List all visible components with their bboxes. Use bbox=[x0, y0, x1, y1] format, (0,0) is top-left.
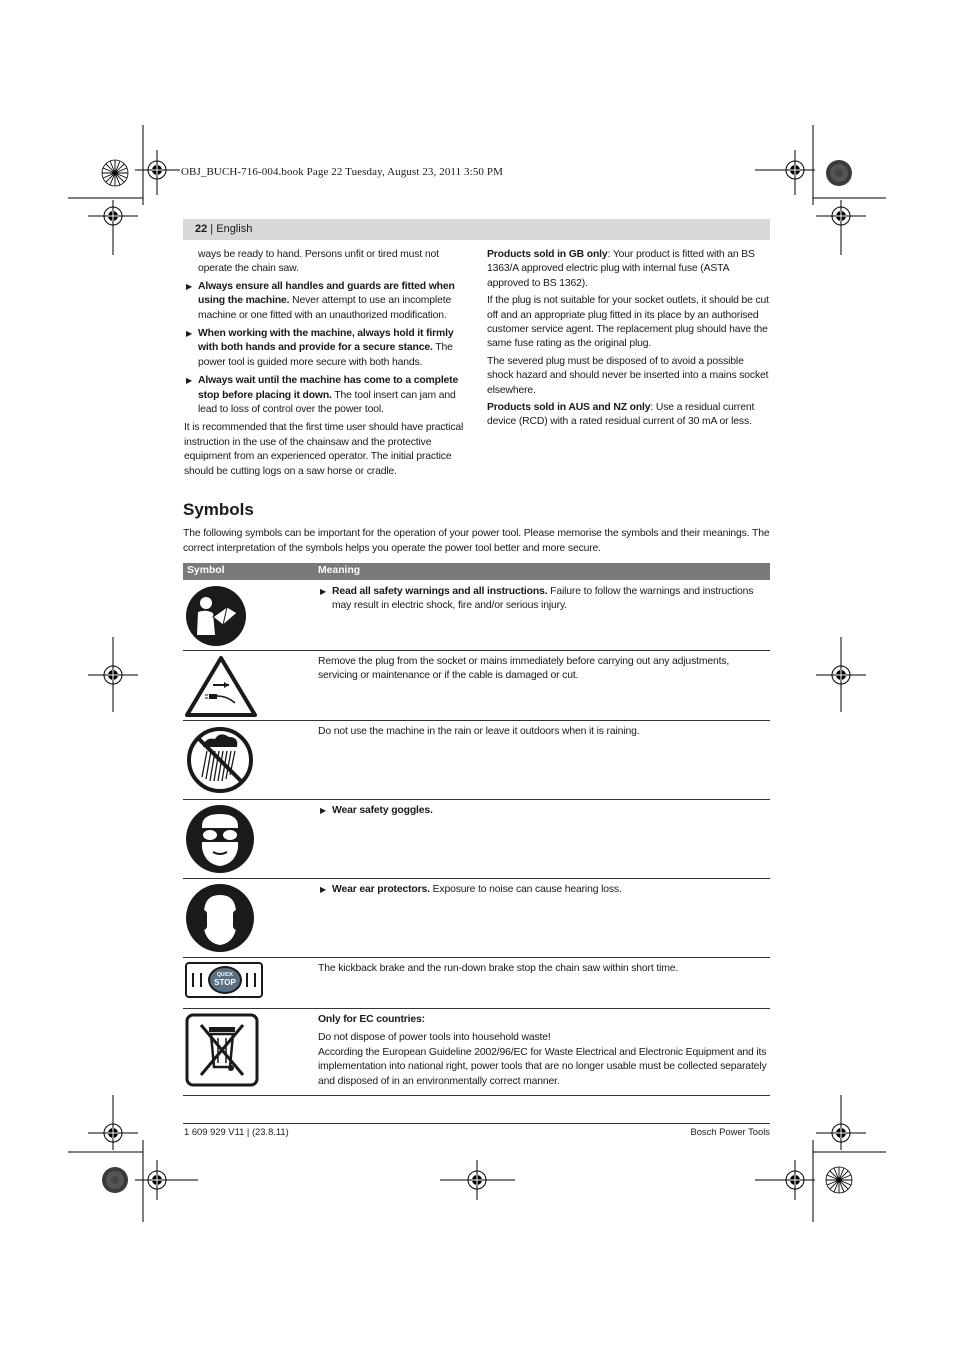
quick-label: QUICK bbox=[216, 972, 234, 978]
print-header: OBJ_BUCH-716-004.book Page 22 Tuesday, August 23, 2011 3:50 PM bbox=[181, 166, 503, 178]
aus-paragraph bbox=[487, 401, 771, 430]
row-meaning bbox=[318, 655, 770, 684]
table-row bbox=[183, 800, 770, 879]
meaning-bold: Read all safety warnings and all instructions. bbox=[332, 586, 548, 597]
bullet-triangle-icon: ▶ bbox=[320, 587, 327, 596]
bullet-triangle-icon: ▶ bbox=[320, 885, 327, 894]
aus-text: : Use a residual current device (RCD) with a rated residual current of 30 mA or less. bbox=[487, 402, 755, 428]
bullet-triangle-icon: ▶ bbox=[186, 329, 193, 339]
left-column bbox=[184, 248, 468, 482]
plug-paragraph: If the plug is not suitable for your socket outlets, it should be cut off and an appropriate plug fitted in its place by an authorised customer service agent. The replacement plug should have the same fuse rating as the original plug. bbox=[487, 295, 769, 350]
gb-paragraph bbox=[487, 248, 771, 291]
meaning-text: Failure to follow the warnings and instructions may result in electric shock, fire and/or serious injury. bbox=[332, 586, 754, 612]
continuation-text: ways be ready to hand. Persons unfit or tired must not operate the chain saw. bbox=[198, 249, 439, 275]
meaning-bullet bbox=[318, 585, 770, 614]
col-symbol-header: Symbol bbox=[187, 565, 225, 576]
unplug-warning-icon bbox=[185, 655, 257, 717]
read-manual-icon bbox=[185, 585, 247, 647]
page-number: 22 bbox=[195, 223, 208, 235]
bullet-triangle-icon: ▶ bbox=[320, 806, 327, 815]
bullet-item bbox=[184, 374, 468, 417]
meaning-bullet bbox=[318, 804, 770, 818]
table-header bbox=[183, 563, 770, 580]
severed-paragraph: The severed plug must be disposed of to avoid a possible shock hazard and should never be inserted into a mains socket elsewhere. bbox=[487, 355, 769, 396]
safety-goggles-icon bbox=[185, 804, 255, 874]
bullet-bold: Always ensure all handles and guards are fitted when using the machine. bbox=[198, 280, 455, 307]
symbols-intro: The following symbols can be important for the operation of your power tool. Please memorise the symbols and their meanings. The correct interpretation of the symbols helps you operate the power tool better and more secure. bbox=[183, 528, 770, 554]
table-row bbox=[183, 879, 770, 958]
bullet-text: The tool insert can jam and lead to loss of control over the power tool. bbox=[198, 389, 456, 416]
symbols-heading: Symbols bbox=[183, 500, 254, 519]
row-meaning bbox=[318, 962, 770, 976]
stop-label: STOP bbox=[214, 978, 236, 987]
footer-doc-number: 1 609 929 V11 | (23.8.11) bbox=[184, 1126, 289, 1137]
meaning-bullet bbox=[318, 883, 770, 897]
meaning-line2: According the European Guideline 2002/96/EC for Waste Electrical and Electronic Equipment and its implementation into national right, power tools that are no longer usable must be collected separately and disposed of in an environmentally correct manner. bbox=[318, 1046, 767, 1087]
page-language: English bbox=[216, 223, 253, 235]
table-row bbox=[183, 651, 770, 721]
meaning-text: Remove the plug from the socket or mains immediately before carrying out any adjustments, servicing or maintenance or if the cable is damaged or cut. bbox=[318, 656, 730, 682]
table-row bbox=[183, 1009, 770, 1096]
bullet-text: Never attempt to use an incomplete machine or one fitted with an unauthorized modification. bbox=[198, 295, 452, 321]
quick-stop-icon bbox=[185, 962, 263, 998]
meaning-title: Only for EC countries: bbox=[318, 1014, 425, 1025]
meaning-bold: Wear safety goggles. bbox=[332, 805, 433, 816]
table-row bbox=[183, 580, 770, 651]
aus-label: Products sold in AUS and NZ only bbox=[487, 402, 651, 414]
crossed-bin-icon bbox=[185, 1013, 259, 1087]
ear-protectors-icon bbox=[185, 883, 255, 953]
meaning-text: The kickback brake and the run-down brake stop the chain saw within short time. bbox=[318, 963, 679, 974]
bullet-bold: Always wait until the machine has come to a complete stop before placing it down. bbox=[198, 375, 459, 401]
no-rain-icon bbox=[185, 725, 255, 795]
table-row bbox=[183, 958, 770, 1009]
footer-rule bbox=[183, 1123, 770, 1124]
row-meaning bbox=[318, 585, 770, 614]
page-header-bar bbox=[183, 219, 770, 240]
bullet-item bbox=[184, 327, 468, 370]
footer-brand: Bosch Power Tools bbox=[690, 1126, 770, 1137]
page-separator: | bbox=[207, 223, 217, 235]
bullet-triangle-icon: ▶ bbox=[186, 376, 193, 386]
row-meaning bbox=[318, 804, 770, 818]
bullet-text: The power tool is guided more secure with both hands. bbox=[198, 342, 453, 368]
row-meaning bbox=[318, 883, 770, 897]
row-meaning bbox=[318, 1013, 770, 1089]
col-meaning-header: Meaning bbox=[318, 565, 361, 576]
bullet-item bbox=[184, 280, 468, 323]
row-meaning bbox=[318, 725, 770, 739]
gb-text: : Your product is fitted with an BS 1363/A approved electric plug with internal fuse (ASTA approved to BS 1362). bbox=[487, 249, 755, 289]
bullet-bold: When working with the machine, always hold it firmly with both hands and provide for a secure stance. bbox=[198, 328, 454, 354]
meaning-text: Do not use the machine in the rain or leave it outdoors when it is raining. bbox=[318, 726, 640, 737]
closing-paragraph: It is recommended that the first time user should have practical instruction in the use of the chainsaw and the protective equipment from an experienced operator. The initial practice should be cutting logs on a saw horse or cradle. bbox=[184, 422, 464, 477]
meaning-bold: Wear ear protectors. bbox=[332, 884, 430, 895]
right-column bbox=[487, 248, 771, 433]
meaning-text: Exposure to noise can cause hearing loss. bbox=[429, 884, 622, 895]
gb-label: Products sold in GB only bbox=[487, 249, 608, 260]
meaning-line1: Do not dispose of power tools into household waste! bbox=[318, 1032, 551, 1044]
symbols-table bbox=[183, 563, 770, 1096]
table-row bbox=[183, 721, 770, 800]
bullet-triangle-icon: ▶ bbox=[186, 281, 193, 291]
